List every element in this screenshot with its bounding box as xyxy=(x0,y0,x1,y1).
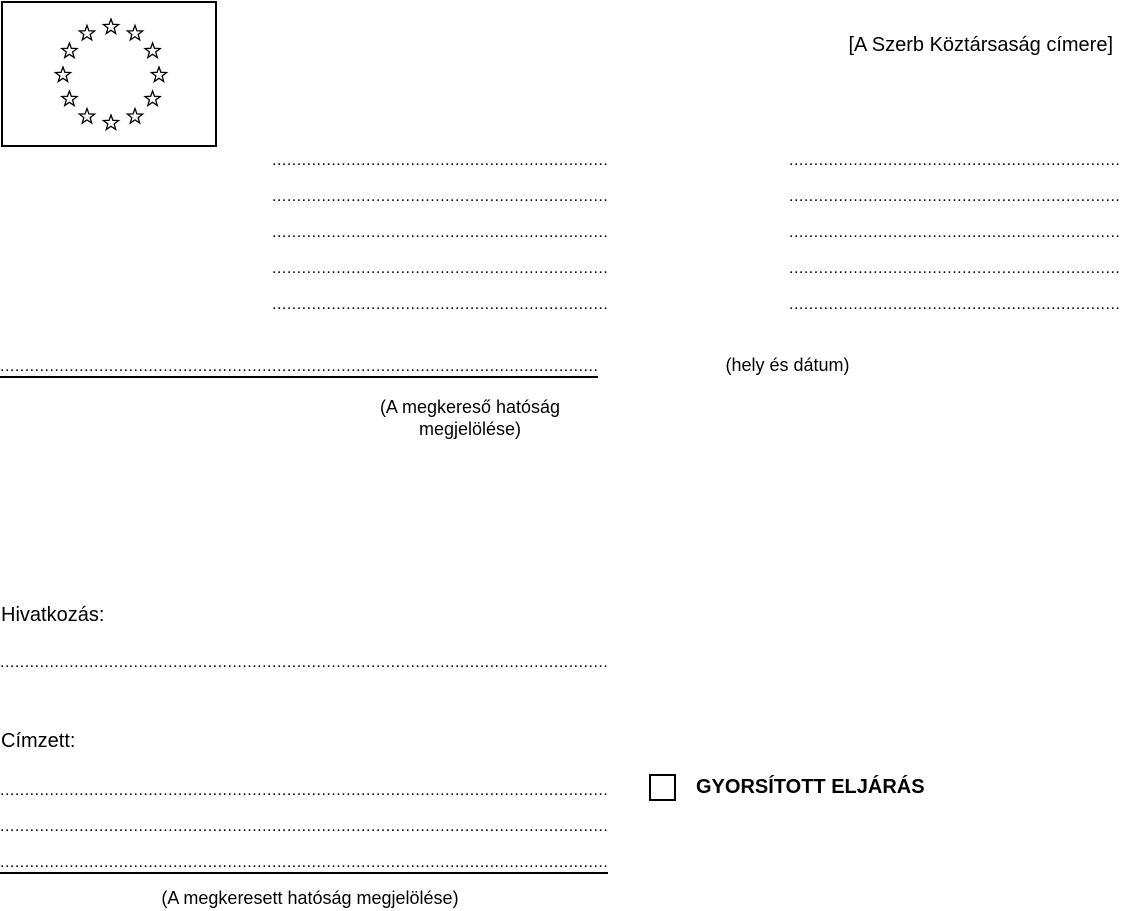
right-line-4[interactable] xyxy=(789,260,1121,278)
right-line-5[interactable] xyxy=(789,296,1121,314)
star-icon xyxy=(62,91,77,105)
requesting-authority-field[interactable] xyxy=(0,358,598,376)
star-icon xyxy=(79,109,94,123)
star-icon xyxy=(55,67,70,81)
star-icon xyxy=(145,43,160,57)
eu-stars-circle xyxy=(3,3,215,145)
reference-label: Hivatkozás: xyxy=(1,604,105,626)
addressee-label: Címzett: xyxy=(1,730,76,752)
star-icon xyxy=(151,67,166,81)
addressee-caption: (A megkeresett hatóság megjelölése) xyxy=(161,888,459,908)
sender-line-2[interactable] xyxy=(272,188,608,206)
requesting-authority-caption: (A megkereső hatóság megjelölése) xyxy=(379,397,561,439)
reference-field[interactable] xyxy=(0,654,608,672)
sender-line-1[interactable] xyxy=(272,152,608,170)
urgent-procedure-label: GYORSÍTOTT ELJÁRÁS xyxy=(696,776,925,798)
urgent-procedure-checkbox[interactable] xyxy=(649,774,676,801)
sender-line-5[interactable] xyxy=(272,296,608,314)
sender-line-4[interactable] xyxy=(272,260,608,278)
eu-flag-icon xyxy=(1,1,217,147)
right-line-3[interactable] xyxy=(789,224,1121,242)
place-date-caption: (hely és dátum) xyxy=(725,355,850,375)
requesting-authority-underline xyxy=(0,376,598,378)
star-icon xyxy=(79,25,94,39)
star-icon xyxy=(145,91,160,105)
star-icon xyxy=(62,43,77,57)
star-icon xyxy=(103,115,118,129)
addressee-underline xyxy=(0,872,608,874)
right-line-2[interactable] xyxy=(789,188,1121,206)
right-line-1[interactable] xyxy=(789,152,1121,170)
star-icon xyxy=(103,19,118,33)
addressee-line-2[interactable] xyxy=(0,818,608,836)
star-icon xyxy=(127,109,142,123)
addressee-line-1[interactable] xyxy=(0,782,608,800)
coat-of-arms-label: [A Szerb Köztársaság címere] xyxy=(848,34,1113,56)
sender-line-3[interactable] xyxy=(272,224,608,242)
star-icon xyxy=(127,25,142,39)
addressee-line-3[interactable] xyxy=(0,854,608,872)
